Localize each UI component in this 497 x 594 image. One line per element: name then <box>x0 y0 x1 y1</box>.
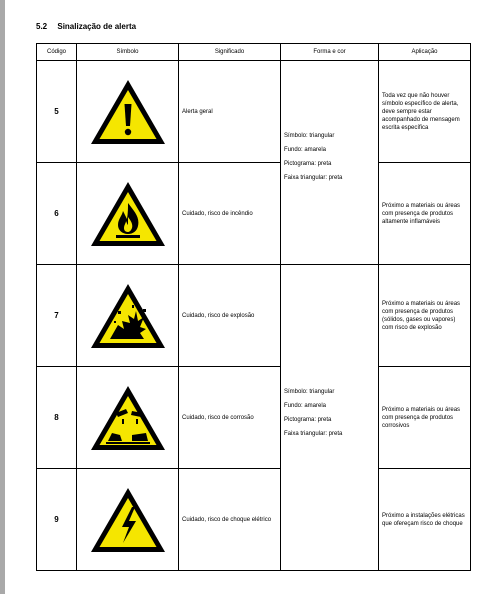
row-application: Toda vez que não houver símbolo específico de alerta, deve sempre estar acompanhado de mensagem escrita específica <box>379 61 471 163</box>
table-row <box>37 265 471 367</box>
table-row <box>37 367 471 469</box>
row-meaning: Cuidado, risco de incêndio <box>179 163 281 265</box>
row-symbol <box>77 61 179 163</box>
shape-color-cell <box>281 61 379 265</box>
shape-symbol-text: Símbolo: triangular <box>284 389 335 395</box>
page-edge-bar <box>0 0 5 594</box>
shape-pictogram-text: Pictograma: preta <box>284 417 332 423</box>
shape-background-text: Fundo: amarela <box>284 403 327 409</box>
flammable-warning-icon <box>88 179 168 249</box>
row-application: Próximo a materiais ou áreas com presença de produtos altamente inflamáveis <box>379 163 471 265</box>
shape-pictogram-text: Pictograma: preta <box>284 161 332 167</box>
shape-band-text: Faixa triangular: preta <box>284 431 343 437</box>
row-code: 6 <box>37 163 77 265</box>
row-application: Próximo a materiais ou áreas com presença de produtos (sólidos, gases ou vapores) com risco de explosão <box>379 265 471 367</box>
table-row <box>37 61 471 163</box>
row-code: 9 <box>37 469 77 571</box>
table-header-row <box>37 44 471 61</box>
row-code: 7 <box>37 265 77 367</box>
shape-color-cell <box>281 265 379 571</box>
header-code: Código <box>37 44 77 61</box>
warning-signs-table <box>36 43 471 571</box>
table-row <box>37 163 471 265</box>
row-symbol <box>77 367 179 469</box>
section-title: Sinalização de alerta <box>57 22 137 31</box>
shape-band-text: Faixa triangular: preta <box>284 175 343 181</box>
row-application: Próximo a materiais ou áreas com presença de produtos corrosivos <box>379 367 471 469</box>
shape-symbol-text: Símbolo: triangular <box>284 133 335 139</box>
header-symbol: Símbolo <box>77 44 179 61</box>
header-shape-color: Forma e cor <box>281 44 379 61</box>
explosive-warning-icon <box>88 281 168 351</box>
section-number: 5.2 <box>36 22 48 31</box>
row-symbol <box>77 265 179 367</box>
header-meaning: Significado <box>179 44 281 61</box>
row-code: 5 <box>37 61 77 163</box>
header-application: Aplicação <box>379 44 471 61</box>
row-meaning: Alerta geral <box>179 61 281 163</box>
row-application: Próximo a instalações elétricas que ofereçam risco de choque <box>379 469 471 571</box>
row-meaning: Cuidado, risco de corrosão <box>179 367 281 469</box>
row-symbol <box>77 469 179 571</box>
corrosive-warning-icon <box>88 383 168 453</box>
row-meaning: Cuidado, risco de choque elétrico <box>179 469 281 571</box>
table-row <box>37 469 471 571</box>
exclamation-warning-icon <box>88 77 168 147</box>
electric-warning-icon <box>88 485 168 555</box>
row-meaning: Cuidado, risco de explosão <box>179 265 281 367</box>
shape-background-text: Fundo: amarela <box>284 147 327 153</box>
row-symbol <box>77 163 179 265</box>
row-code: 8 <box>37 367 77 469</box>
section-heading <box>36 22 136 31</box>
